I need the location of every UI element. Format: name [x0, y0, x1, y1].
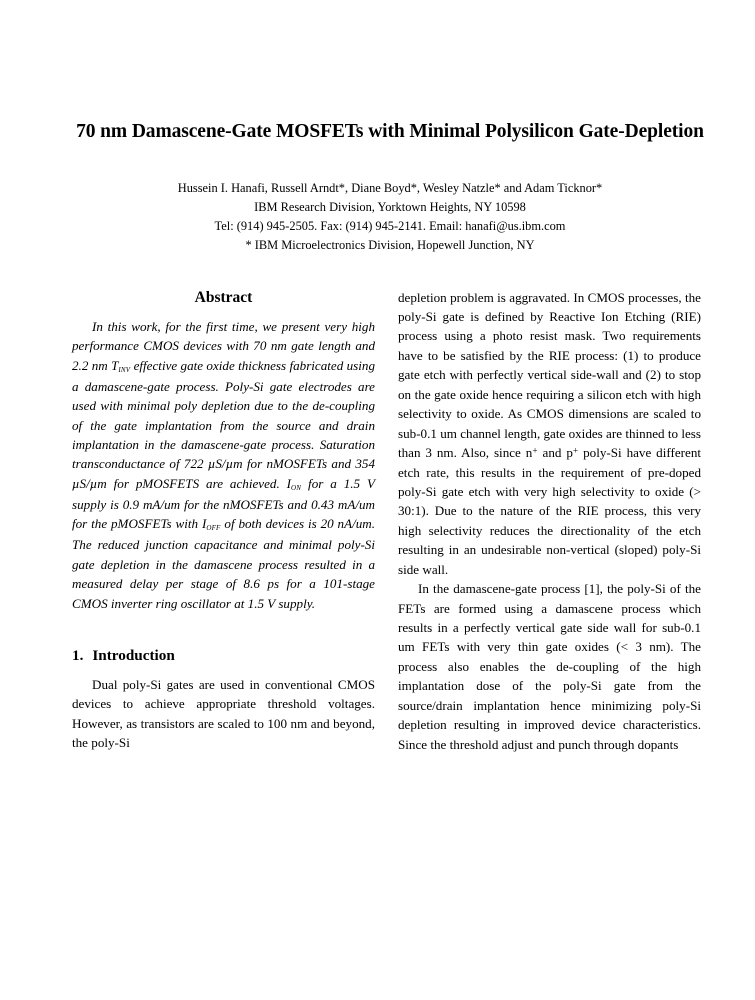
right-p1-text-1: depletion problem is aggravated. In CMOS processes, the poly-Si gate is defined by Reactive Ion Etching (RIE) process using a photo resist mask. Two requirements have to be satisfied by the RIE process: (1) to produce gate etch with perfectly vertical side-wall and (2) to stop on the gate oxide hence requiring a silicon etch with high selectivity to oxide. As CMOS dimensions are scaled to sub-0.1 um channel length, gate oxides are thinned to less than 3 nm. Also, since n — [398, 289, 701, 461]
intro-paragraph-left: Dual poly-Si gates are used in conventional CMOS devices to achieve appropriate threshold voltages. However, as transistors are scaled to 100 nm and beyond, the poly-Si — [72, 676, 375, 751]
two-column-body — [72, 256, 708, 755]
author-names: Hussein I. Hanafi, Russell Arndt*, Diane Boyd*, Wesley Natzle* and Adam Ticknor* — [177, 180, 603, 195]
ioff-subscript: off — [206, 523, 221, 534]
author-footnote-affiliation: * IBM Microelectronics Division, Hopewell Junction, NY — [245, 238, 535, 253]
section-number: 1. — [72, 647, 84, 665]
author-affiliation: IBM Research Division, Yorktown Heights, NY 10598 — [254, 199, 526, 214]
left-column — [72, 288, 375, 755]
abstract-text-4: of both devices is 20 nA/um. The reduced junction capacitance and minimal poly-Si gate depletion in the damascene process resulted in a measured delay per stage of 8.6 ps for a 101-stage CMOS inverter ring oscillator at 1.5 V supply. — [72, 516, 376, 611]
ion-symbol — [287, 476, 302, 491]
page-title: 70 nm Damascene-Gate MOSFETs with Minimal Polysilicon Gate-Depletion — [76, 121, 704, 142]
ion-base: I — [286, 475, 292, 491]
tinv-symbol — [111, 358, 130, 373]
ion-subscript: on — [291, 482, 302, 493]
right-p1-text-3: poly-Si have different etch rate, this results in the requirement of pre-doped poly-Si gate etch with very high selectivity to oxide (> 30:1). Due to the nature of the RIE process, this very high selectivity reduces the directionality of the etch resulting in an undesirable non-vertical (sloped) poly-Si side wall. — [398, 445, 702, 577]
p-plus-superscript: + — [572, 446, 579, 457]
ioff-symbol — [201, 516, 221, 534]
abstract-text-2: effective gate oxide thickness fabricated using a damascene-gate process. Poly-Si gate electrodes are used with minimal poly depletion due to the de-coupling of the gate implantation from the source and drain implantation in the damascene-gate process. Saturation transconductance of 722 µS/µm for nMOSFETs and 354 µS/µm for pMOSFETS are achieved. — [72, 357, 375, 491]
page-content — [72, 0, 708, 754]
abstract-text-3: for a 1.5 V supply is 0.9 mA/um for the nMOSFETs and 0.43 mA/um for the pMOSFETs with — [72, 475, 375, 532]
ioff-base: I — [201, 516, 207, 532]
abstract-text-1: In this work, for the first time, we present very high performance CMOS devices with 70 nm gate length and 2.2 nm — [72, 318, 375, 373]
right-p1-text-2: and p — [537, 445, 573, 461]
tinv-base: T — [111, 357, 119, 373]
abstract-heading: Abstract — [194, 288, 253, 306]
section-title: Introduction — [92, 647, 175, 665]
abstract-paragraph — [72, 317, 375, 613]
section-heading-introduction — [72, 613, 375, 675]
author-contact: Tel: (914) 945-2505. Fax: (914) 945-2141. Email: hanafi@us.ibm.com — [214, 219, 566, 234]
right-paragraph-1 — [398, 288, 701, 580]
right-paragraph-2: In the damascene-gate process [1], the poly-Si of the FETs are formed using a damascene process which results in a perfectly vertical gate side wall for sub-0.1 um FETs with very thin gate oxides (< 3 nm). The process also enables the de-coupling of the high implantation dose of the poly-Si gate from the source/drain implantation hence minimizing poly-Si depletion resulting in improved device characteristics. Since the threshold adjust and punch through dopants — [398, 581, 701, 752]
tinv-subscript: inv — [118, 364, 131, 375]
n-plus-superscript: + — [532, 446, 538, 457]
right-column — [398, 288, 701, 755]
author-block — [72, 146, 708, 256]
